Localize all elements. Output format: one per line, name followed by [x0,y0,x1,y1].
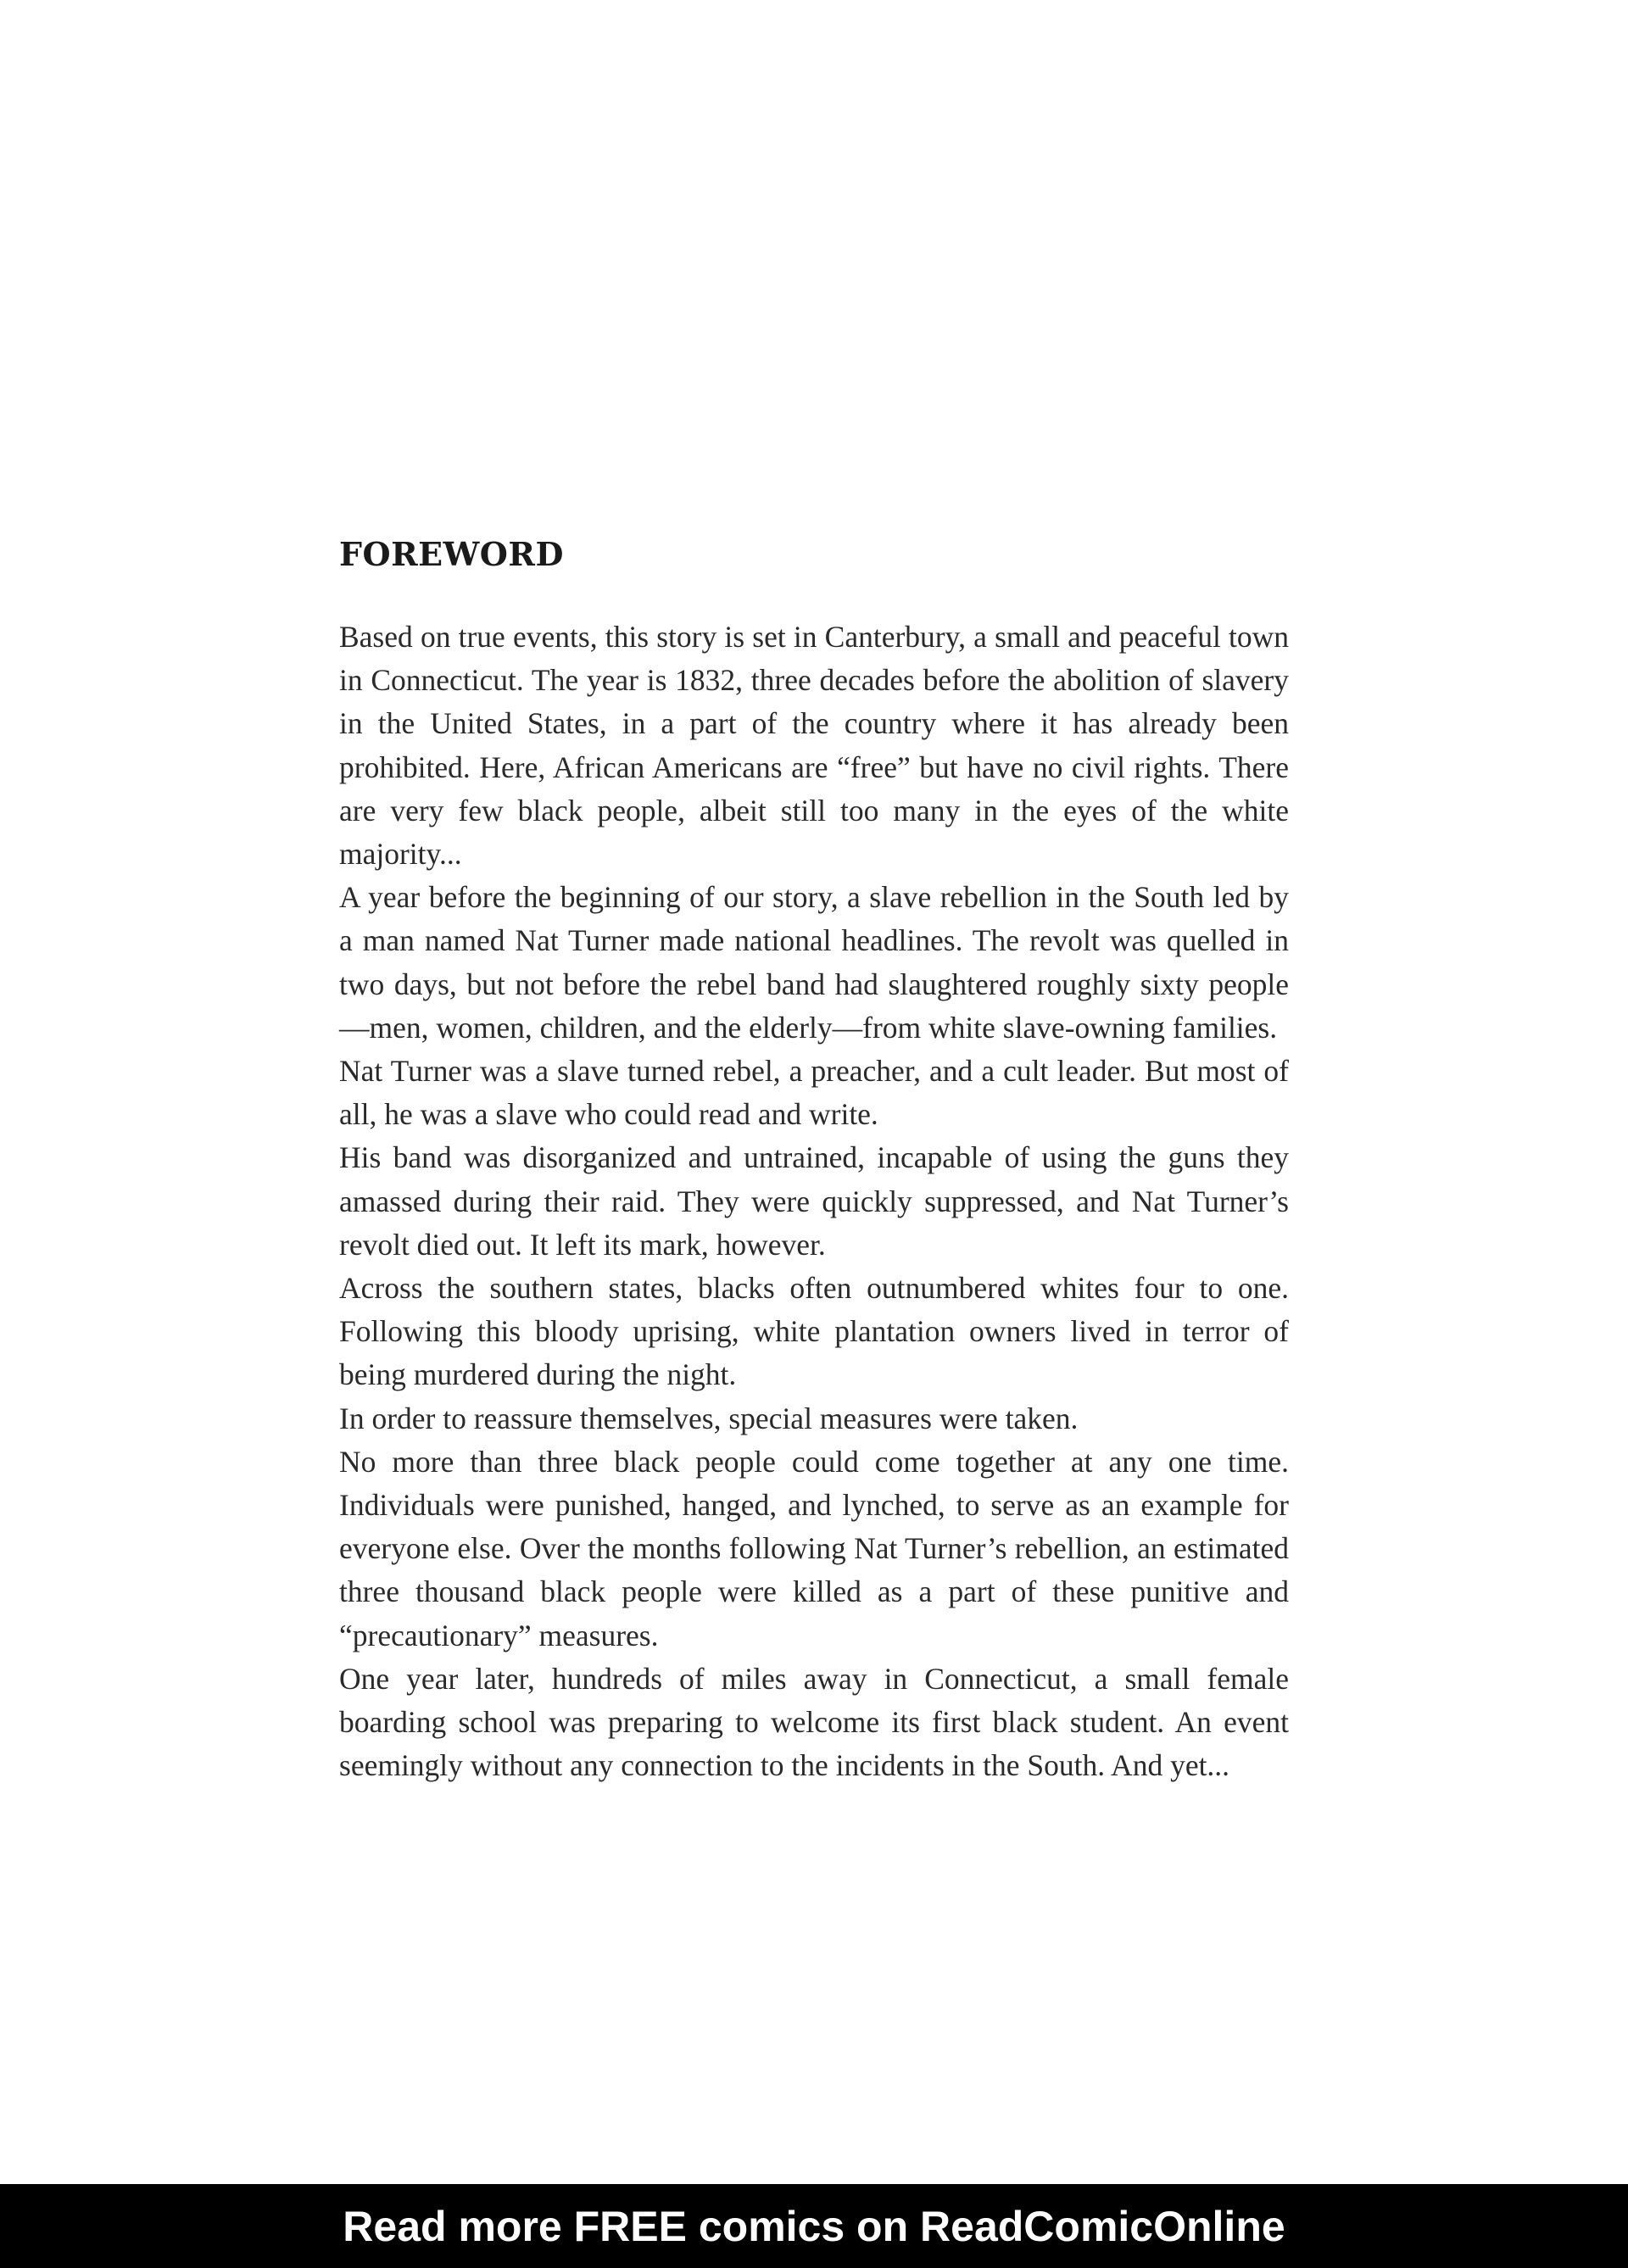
foreword-paragraph: His band was disorganized and untrained, incapable of using the guns they amassed during their raid. They were quickly suppressed, and Nat Turner’s revolt died out. It left its mark, however. [339,1140,1289,1262]
foreword-title: FOREWORD [339,535,564,573]
foreword-paragraph: Based on true events, this story is set in Canterbury, a small and peaceful town in Connecticut. The year is 1832, three decades before the abolition of slavery in the United States, in a part of the country where it has already been prohibited. Here, African Americans are “free” but have no civil rights. There are very few black people, albeit still too many in the eyes of the white majority... [339,620,1289,872]
foreword-paragraph: No more than three black people could come together at any one time. Individuals were punished, hanged, and lynched, to serve as an example for everyone else. Over the months following Nat Turner’s rebellion, an estimated three thousand black people were killed as a part of these punitive and “precautionary” measures. [339,1444,1289,1652]
foreword-paragraph: Nat Turner was a slave turned rebel, a preacher, and a cult leader. But most of all, he was a slave who could read and write. [339,1054,1289,1132]
foreword-body [339,616,1289,1787]
foreword-paragraph: A year before the beginning of our story, a slave rebellion in the South led by a man named Nat Turner made national headlines. The revolt was quelled in two days, but not before the rebel band had slaughtered roughly sixty people—men, women, children, and the elderly—from white slave-owning families. [339,880,1289,1045]
promo-banner[interactable] [0,2184,1628,2268]
foreword-paragraph: In order to reassure themselves, special measures were taken. [339,1401,1079,1435]
foreword-paragraph: Across the southern states, blacks often outnumbered whites four to one. Following this bloody uprising, white plantation owners lived in terror of being murdered during the night. [339,1271,1289,1392]
promo-banner-text[interactable]: Read more FREE comics on ReadComicOnline [343,2202,1285,2250]
foreword-paragraph: One year later, hundreds of miles away in Connecticut, a small female boarding school was preparing to welcome its first black student. An event seemingly without any connection to the incidents in the South. And yet... [339,1661,1289,1783]
